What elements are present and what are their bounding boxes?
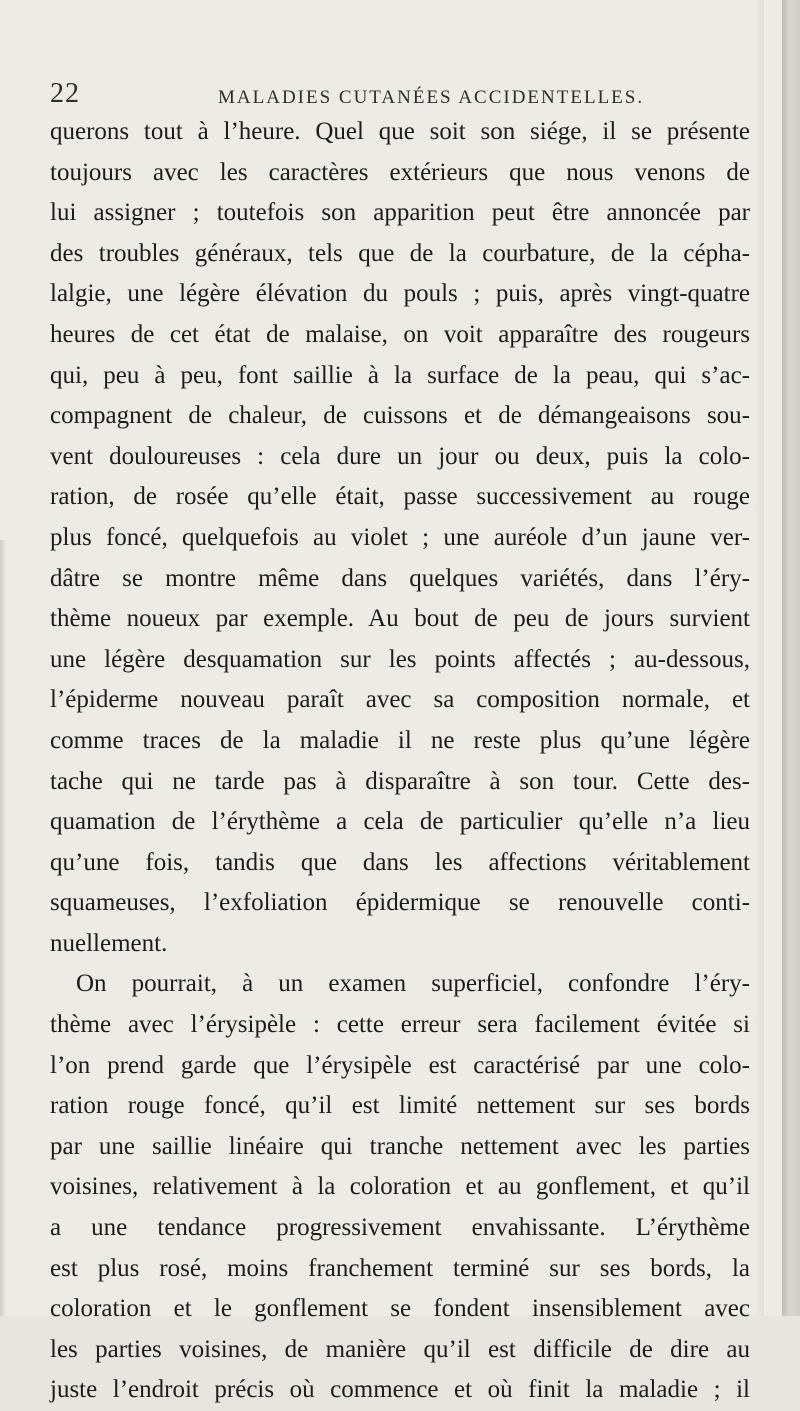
text-line: des troubles généraux, tels que de la courbature, de la cépha-: [50, 239, 750, 267]
body-text: [50, 112, 750, 1411]
text-line: qu’une fois, tandis que dans les affections véritablement: [50, 848, 750, 876]
text-line: tache qui ne tarde pas à disparaître à son tour. Cette des-: [50, 767, 750, 795]
page-header: [50, 78, 750, 112]
text-line: une légère desquamation sur les points affectés ; au-dessous,: [50, 645, 750, 673]
text-line: heures de cet état de malaise, on voit apparaître des rougeurs: [50, 320, 750, 348]
text-line: querons tout à l’heure. Quel que soit son siége, il se présente: [50, 118, 750, 145]
text-line: coloration et le gonflement se fondent insensiblement avec: [50, 1295, 750, 1323]
text-line: comme traces de la maladie il ne reste plus qu’une légère: [50, 726, 750, 754]
text-line: les parties voisines, de manière qu’il est difficile de dire au: [50, 1335, 750, 1363]
text-line: lalgie, une légère élévation du pouls ; puis, après vingt-quatre: [50, 280, 750, 308]
text-line: juste l’endroit précis où commence et où finit la maladie ; il: [50, 1376, 750, 1404]
running-head: MALADIES CUTANÉES ACCIDENTELLES.: [218, 87, 645, 108]
page-gutter-shadow: [0, 540, 6, 1316]
text-line: l’épiderme nouveau paraît avec sa composition normale, et: [50, 686, 750, 714]
text-line: dâtre se montre même dans quelques variétés, dans l’éry-: [50, 564, 750, 592]
text-line: ration, de rosée qu’elle était, passe successivement au rouge: [50, 483, 750, 511]
page-edge: [782, 0, 800, 1316]
text-line: quamation de l’érythème a cela de particulier qu’elle n’a lieu: [50, 808, 750, 836]
paragraph-end-line: nuellement.: [50, 929, 168, 957]
text-line: compagnent de chaleur, de cuissons et de démangeaisons sou-: [50, 402, 750, 430]
text-line: thème avec l’érysipèle : cette erreur sera facilement évitée si: [50, 1011, 750, 1039]
paragraph-start-line: On pourrait, à un examen superficiel, confondre l’éry-: [76, 970, 750, 998]
text-line: a une tendance progressivement envahissante. L’érythème: [50, 1214, 750, 1242]
text-line: qui, peu à peu, font saillie à la surface de la peau, qui s’ac-: [50, 361, 750, 389]
text-line: vent douloureuses : cela dure un jour ou deux, puis la colo-: [50, 442, 750, 470]
text-line: lui assigner ; toutefois son apparition peut être annoncée par: [50, 199, 750, 227]
page-edge-shadow: [754, 0, 764, 1316]
text-line: toujours avec les caractères extérieurs que nous venons de: [50, 158, 750, 186]
text-line: squameuses, l’exfoliation épidermique se renouvelle conti-: [50, 889, 750, 917]
text-line: ration rouge foncé, qu’il est limité nettement sur ses bords: [50, 1092, 750, 1120]
page-number: 22: [50, 78, 80, 109]
text-line: voisines, relativement à la coloration et au gonflement, et qu’il: [50, 1173, 750, 1201]
text-line: par une saillie linéaire qui tranche nettement avec les parties: [50, 1132, 750, 1160]
text-line: thème noueux par exemple. Au bout de peu de jours survient: [50, 605, 750, 633]
text-line: est plus rosé, moins franchement terminé sur ses bords, la: [50, 1254, 750, 1282]
text-line: plus foncé, quelquefois au violet ; une auréole d’un jaune ver-: [50, 523, 750, 551]
text-line: l’on prend garde que l’érysipèle est caractérisé par une colo-: [50, 1051, 750, 1079]
